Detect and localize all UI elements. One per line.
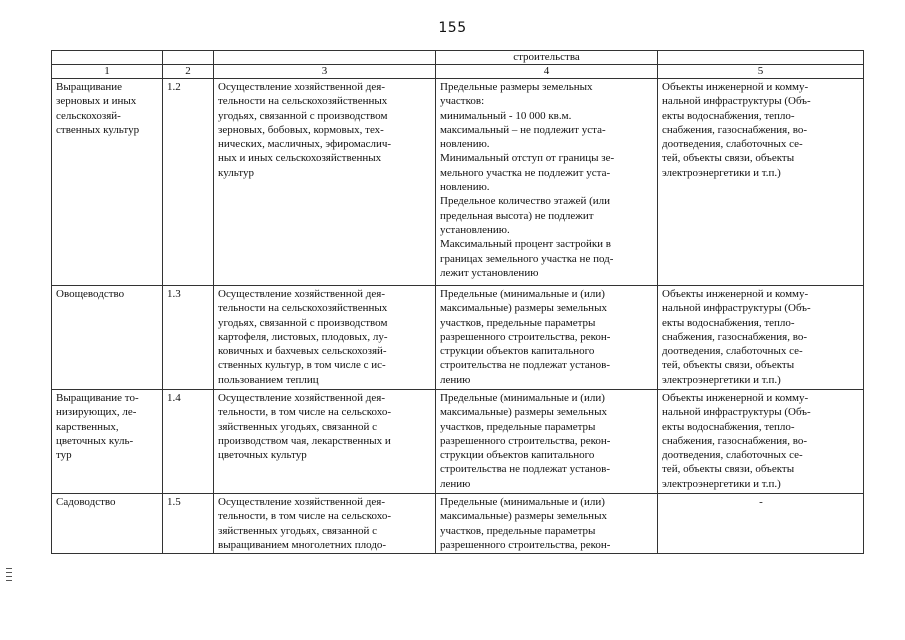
land-use-description: Осуществление хозяйственной дея- тельности на сельскохозяйственных угодьях, связанной с производством зерновых, бобовых, кормовых, тех- нических, масличных, эфиромаслич- ных и иных сельскохозяйственных культур: [218, 81, 392, 179]
continued-header-cell-3: [214, 51, 436, 65]
auxiliary-uses: Объекты инженерной и комму- нальной инфраструктуры (Объ- екты водоснабжения, тепло- снабжения, газоснабжения, во- доотведения, слаботочных се- тей, объекты связи, объекты электроэнергетики и т.п.): [662, 288, 811, 386]
margin-tick: [6, 580, 12, 581]
land-use-code: 1.4: [167, 392, 181, 404]
construction-parameters: Предельные (минимальные и (или) максимальные) размеры земельных участков, предельные параметры разрешенного строительства, рекон- струкции объектов капитального строительства не подлежат установ- лению: [440, 392, 611, 490]
land-use-table: [51, 50, 864, 554]
continued-header-cell-2: [163, 51, 214, 65]
construction-parameters: Предельные (минимальные и (или) максимальные) размеры земельных участков, предельные параметры разрешенного строительства, рекон- струкции объектов капитального строительства не подлежат установ- лению: [440, 288, 611, 386]
table-row: [52, 390, 864, 494]
table-row: [52, 286, 864, 390]
continued-header-cell-1: [52, 51, 163, 65]
auxiliary-uses: -: [759, 496, 763, 508]
land-use-description: Осуществление хозяйственной дея- тельности на сельскохозяйственных угодьях, связанной с производством картофеля, листовых, плодовых, лу- ковичных и бахчевых сельскохозяй- ственных культур, в том числе с ис- пользованием теплиц: [218, 288, 388, 386]
construction-parameters: Предельные (минимальные и (или) максимальные) размеры земельных участков, предельные параметры разрешенного строительства, рекон-: [440, 496, 611, 551]
construction-parameters: Предельные размеры земельных участков: минимальный - 10 000 кв.м. максимальный – не подлежит уста- новлению. Минимальный отступ от границы зе- мельного участка не подлежит уста- новлению. Предельное количество этажей (или предельная высота) не подлежит установлению. Максимальный процент застройки в границах земельного участка не под- лежит установлению: [440, 81, 615, 279]
auxiliary-uses: Объекты инженерной и комму- нальной инфраструктуры (Объ- екты водоснабжения, тепло- снабжения, газоснабжения, во- доотведения, слаботочных се- тей, объекты связи, объекты электроэнергетики и т.п.): [662, 81, 811, 179]
land-use-name: Выращивание то- низирующих, ле- карственных, цветочных куль- тур: [56, 392, 139, 462]
land-use-description: Осуществление хозяйственной дея- тельности, в том числе на сельскохо- зяйственных угодьях, связанной с выращиванием многолетних плодо-: [218, 496, 392, 551]
column-number: 3: [214, 65, 436, 79]
land-use-code: 1.2: [167, 81, 181, 93]
column-number-row: [52, 65, 864, 79]
land-use-code: 1.3: [167, 288, 181, 300]
land-use-name: Садоводство: [56, 496, 116, 508]
table-row: [52, 79, 864, 286]
column-number: 2: [163, 65, 214, 79]
scan-margin-marks: [6, 568, 12, 584]
column-number: 5: [658, 65, 864, 79]
margin-tick: [6, 572, 12, 573]
continued-header-row: [52, 51, 864, 65]
land-use-code: 1.5: [167, 496, 181, 508]
margin-tick: [6, 568, 12, 569]
page-number: 155: [438, 20, 467, 36]
land-use-description: Осуществление хозяйственной дея- тельности, в том числе на сельскохо- зяйственных угодьях, связанной с производством чая, лекарственных и цветочных культур: [218, 392, 392, 462]
land-use-name: Выращивание зерновых и иных сельскохозяй- ственных культур: [56, 81, 140, 136]
auxiliary-uses: Объекты инженерной и комму- нальной инфраструктуры (Объ- екты водоснабжения, тепло- снабжения, газоснабжения, во- доотведения, слаботочных се- тей, объекты связи, объекты электроэнергетики и т.п.): [662, 392, 811, 490]
continued-header-cell-4: строительства: [436, 51, 658, 65]
table-row: [52, 494, 864, 554]
column-number: 1: [52, 65, 163, 79]
land-use-name: Овощеводство: [56, 288, 125, 300]
margin-tick: [6, 576, 12, 577]
continued-header-cell-5: [658, 51, 864, 65]
column-number: 4: [436, 65, 658, 79]
